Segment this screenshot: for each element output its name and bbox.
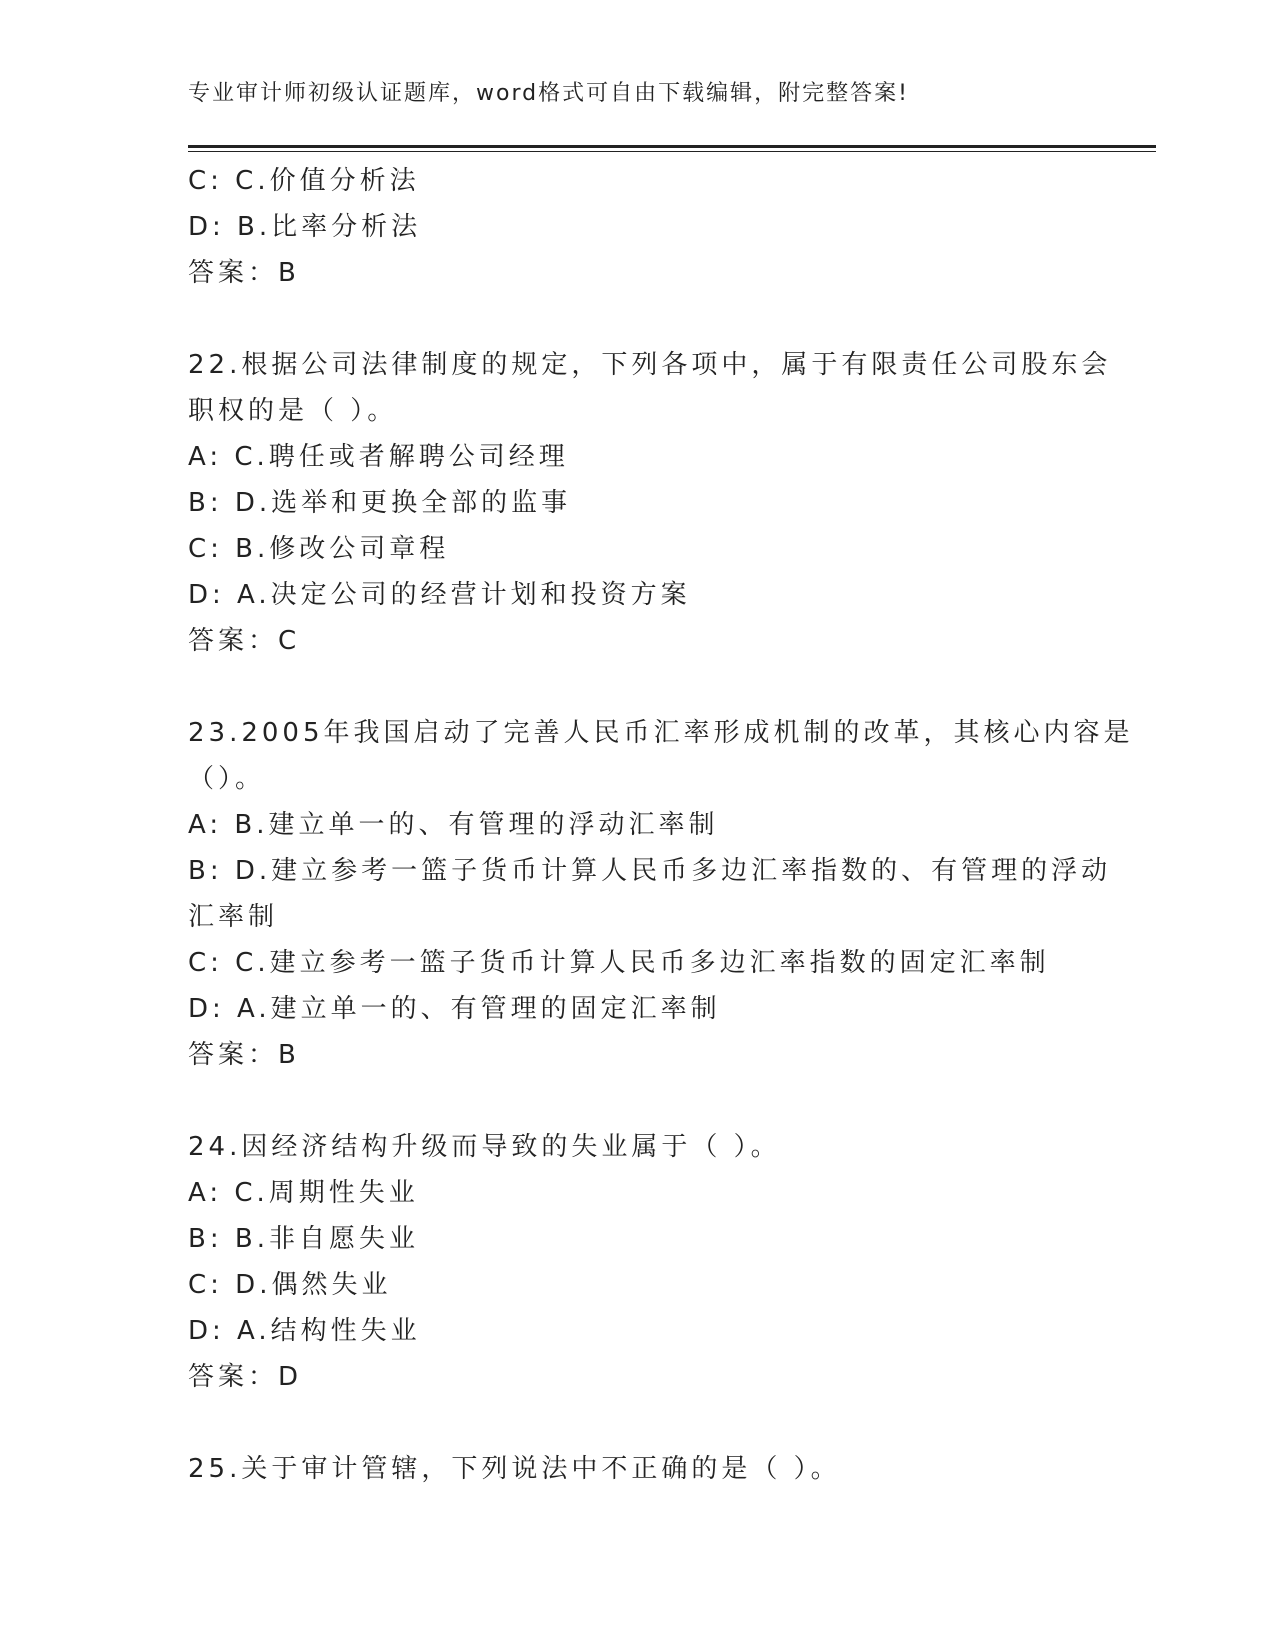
question-spacer [188,1400,1088,1446]
question-spacer [188,664,1088,710]
answer-line: 答案：C [188,626,301,656]
header-divider-thin [188,151,1156,152]
question-stem-line: 职权的是（ ）。 [188,396,398,426]
question-stem-line: 23.2005年我国启动了完善人民币汇率形成机制的改革，其核心内容是 [188,718,1134,748]
answer-line: 答案：B [188,258,300,288]
option-line: C: D.偶然失业 [188,1270,392,1300]
question-stem-line: （）。 [188,764,266,794]
option-line: D: A.决定公司的经营计划和投资方案 [188,580,691,610]
answer-line: 答案：D [188,1362,303,1392]
question-spacer [188,1078,1088,1124]
header-divider-thick [188,145,1156,148]
option-line: B: B.非自愿失业 [188,1224,419,1254]
question-spacer [188,296,1088,342]
page-header-title: 专业审计师初级认证题库，word格式可自由下载编辑，附完整答案! [188,81,909,106]
option-line: A: C.周期性失业 [188,1178,419,1208]
option-line: D: A.结构性失业 [188,1316,421,1346]
option-line: D: B.比率分析法 [188,212,422,242]
option-line-continued: 汇率制 [188,902,279,932]
question-stem-line: 25.关于审计管辖，下列说法中不正确的是（ ）。 [188,1454,841,1484]
question-list [188,158,1134,1492]
option-line: C: C.建立参考一篮子货币计算人民币多边汇率指数的固定汇率制 [188,948,1050,978]
answer-line: 答案：B [188,1040,300,1070]
question-stem-line: 22.根据公司法律制度的规定，下列各项中，属于有限责任公司股东会 [188,350,1112,380]
option-line: A: C.聘任或者解聘公司经理 [188,442,569,472]
option-line: D: A.建立单一的、有管理的固定汇率制 [188,994,721,1024]
option-line: B: D.建立参考一篮子货币计算人民币多边汇率指数的、有管理的浮动 [188,856,1112,886]
option-line: C: B.修改公司章程 [188,534,450,564]
option-line: C: C.价值分析法 [188,166,420,196]
question-stem-line: 24.因经济结构升级而导致的失业属于（ ）。 [188,1132,781,1162]
option-line: B: D.选举和更换全部的监事 [188,488,572,518]
option-line: A: B.建立单一的、有管理的浮动汇率制 [188,810,719,840]
